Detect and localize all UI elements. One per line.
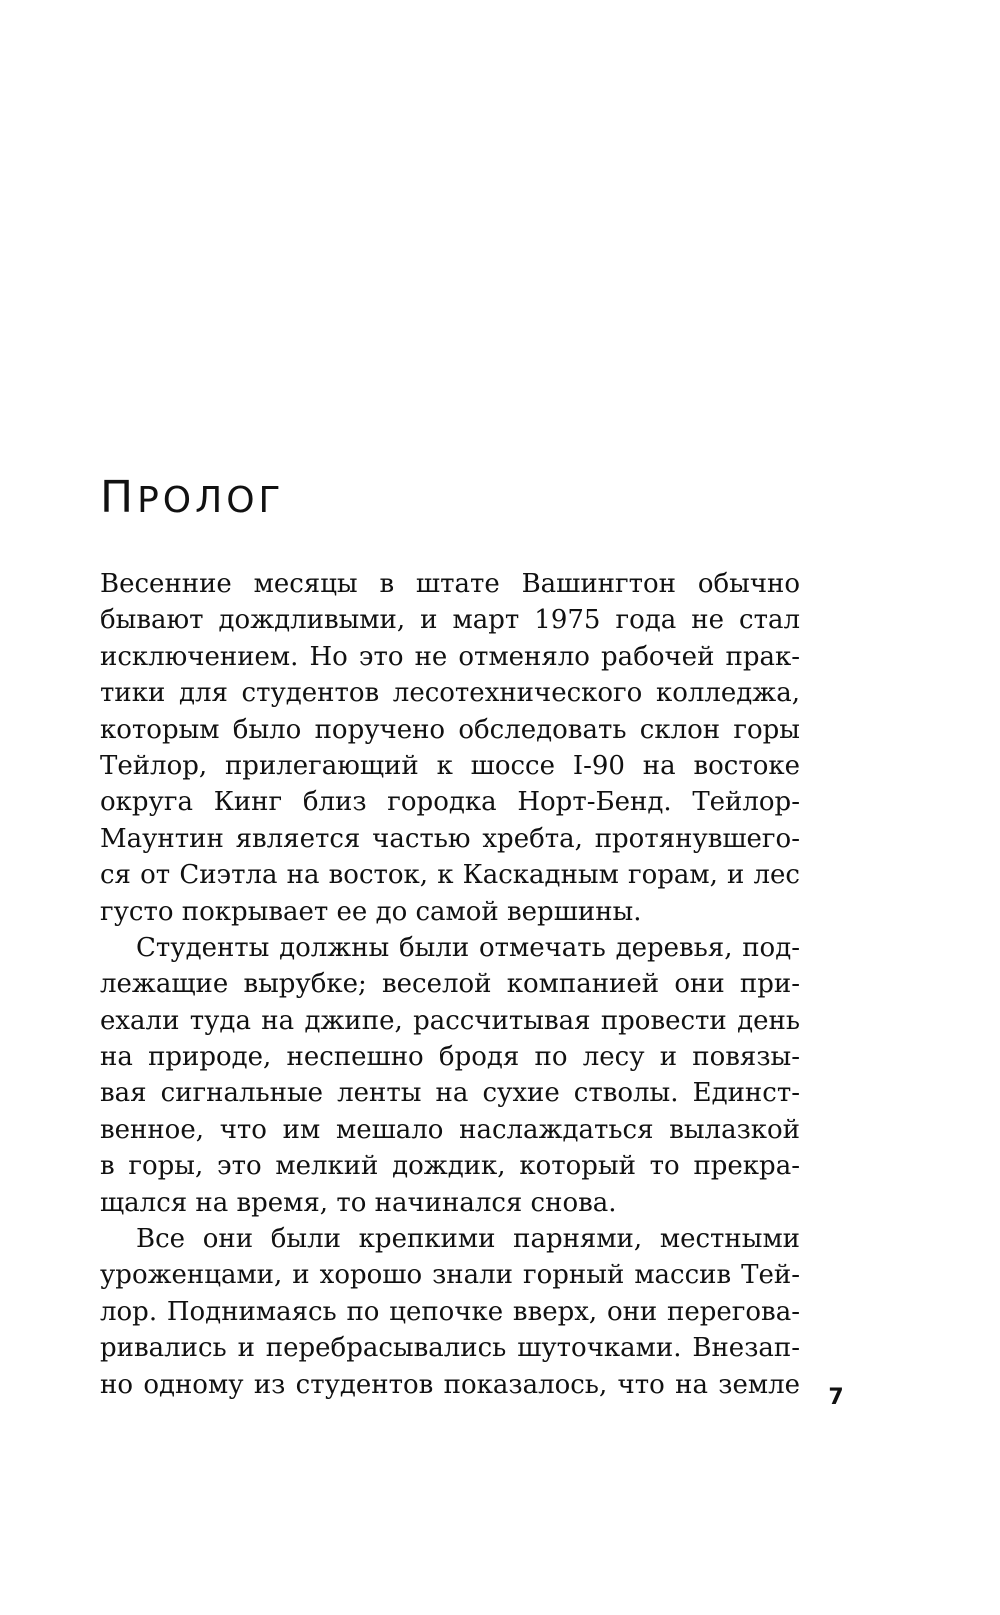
text-line: Весенние месяцы в штате Вашингтон обычно	[100, 569, 800, 599]
text-line: которым было поручено обследовать склон горы	[100, 714, 800, 745]
chapter-title-initial: П	[100, 472, 138, 523]
body-text	[100, 566, 800, 1403]
text-line: щался на время, то начинался снова.	[100, 1187, 617, 1218]
text-line: Тейлор, прилегающий к шоссе I-90 на востоке	[100, 750, 800, 781]
text-line: тики для студентов лесотехнического колледжа,	[100, 678, 800, 709]
text-line: лежащие вырубке; веселой компанией они при-	[100, 969, 800, 1000]
text-line: ехали туда на джипе, рассчитывая провести день	[100, 1005, 800, 1036]
chapter-title-rest: РОЛОГ	[137, 480, 285, 521]
text-line: округа Кинг близ городка Норт-Бенд. Тейлор-	[100, 787, 800, 818]
text-line: лор. Поднимаясь по цепочке вверх, они перегова-	[100, 1296, 800, 1327]
text-line: исключением. Но это не отменяло рабочей прак-	[100, 641, 800, 672]
text-line: бывают дождливыми, и март 1975 года не стал	[100, 605, 800, 636]
page-number: 7	[828, 1385, 844, 1410]
text-line: Маунтин является частью хребта, протянувшего-	[100, 823, 800, 854]
chapter-title	[100, 474, 285, 525]
text-line: Все они были крепкими парнями, местными	[136, 1224, 800, 1255]
text-line: но одному из студентов показалось, что на земле	[100, 1369, 800, 1400]
text-line: уроженцами, и хорошо знали горный массив Тей-	[100, 1260, 800, 1291]
text-line: венное, что им мешало наслаждаться вылазкой	[100, 1114, 800, 1145]
text-line: на природе, неспешно бродя по лесу и повязы-	[100, 1042, 800, 1073]
text-line: в горы, это мелкий дождик, который то прекра-	[100, 1151, 800, 1182]
text-line: ривались и перебрасывались шуточками. Внезап-	[100, 1333, 800, 1364]
text-line: вая сигнальные ленты на сухие стволы. Единст-	[100, 1078, 800, 1109]
text-line: Студенты должны были отмечать деревья, под-	[136, 932, 800, 963]
text-line: ся от Сиэтла на восток, к Каскадным горам, и лес	[100, 860, 800, 891]
text-line: густо покрывает ее до самой вершины.	[100, 896, 642, 927]
